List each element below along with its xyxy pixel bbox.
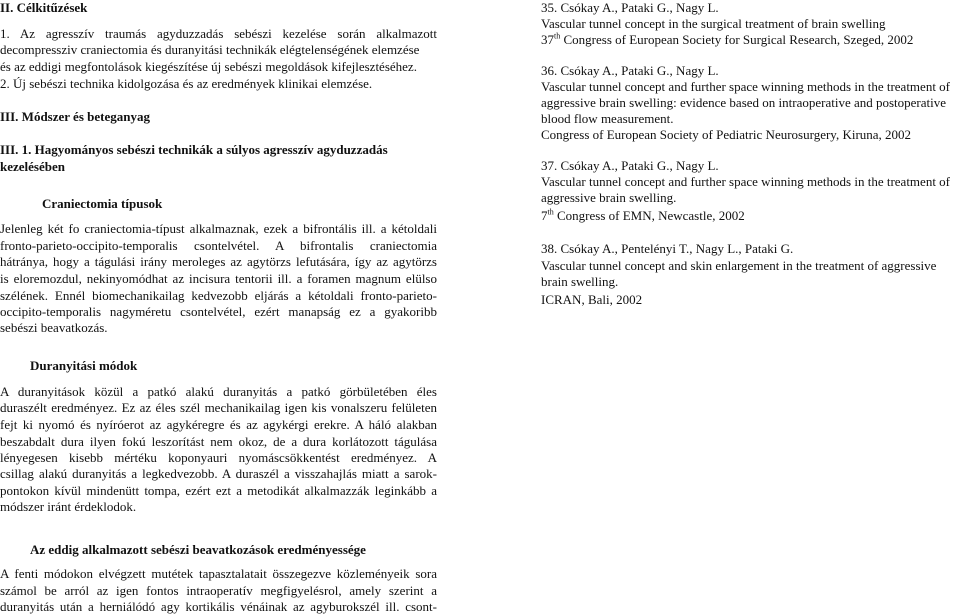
ref-authors: 38. Csókay A., Pentelényi T., Nagy L., Pataki G.: [541, 241, 794, 256]
paragraph-line: duraszélt eredményez. Ez az éles szél mechanikailag igen kis vonalszeru felületen: [0, 400, 437, 415]
paragraph-line: 1. Az agresszív traumás agyduzzadás sebészi kezelése során alkalmazott: [0, 26, 437, 41]
ref-authors: 35. Csókay A., Pataki G., Nagy L.: [541, 0, 719, 15]
heading-celkituzesek: II. Célkitűzések: [0, 0, 88, 15]
ref-title: aggressive brain swelling.: [541, 190, 677, 205]
paragraph-line: 2. Új sebészi technika kidolgozása és az eredmények klinikai elemzése.: [0, 76, 373, 91]
paragraph-line: A duranyitások közül a patkó alakú duranyitás a patkó görbületében éles: [0, 384, 437, 399]
ref-venue: ICRAN, Bali, 2002: [541, 292, 643, 307]
paragraph-line: lényegesen kisebb mértéku koponyauri nyomáscsökkentést eredményez. A: [0, 450, 437, 465]
ref-title: Vascular tunnel concept in the surgical treatment of brain swelling: [541, 16, 886, 31]
ref-title: Vascular tunnel concept and further space winning methods in the treatment of: [541, 174, 951, 189]
paragraph-line: beszabdalt dura ilyen fokú leszorítást nem okoz, de a dura korlátozott tágulása: [0, 434, 437, 449]
paragraph-line: szélének. Ennél biomechanikailag kedvezobb eljárás a kétoldali fronto-parieto-: [0, 288, 437, 303]
paragraph-line: sebészi beavatkozás.: [0, 320, 108, 335]
ref-title: blood flow measurement.: [541, 111, 674, 126]
paragraph-line: decompressziv craniectomia és duranyitási technikák elégtelenségének elemzése: [0, 42, 420, 57]
paragraph-line: is eloremozdul, nekinyomódhat az incisura tentorii ill. a foramen magnum elülso: [0, 271, 437, 286]
paragraph-line: módszer iránt érdeklodok.: [0, 499, 137, 514]
subheading-craniectomia: Craniectomia típusok: [42, 196, 163, 211]
paragraph-line: számol be arról az igen fontos intraoperatív megfigyelésrol, amely szerint a: [0, 583, 437, 598]
heading-modszer: III. Módszer és beteganyag: [0, 109, 150, 124]
ref-venue: 37th Congress of European Society for Surgical Research, Szeged, 2002: [541, 31, 914, 47]
paragraph-line: csillag alakú duranyitás a legkedvezobb. A duraszél a visszahajlás miatt a sarok-: [0, 466, 437, 481]
heading-hagyomanyos: III. 1. Hagyományos sebészi technikák a súlyos agresszív agyduzzadás: [0, 142, 388, 157]
ref-venue: Congress of European Society of Pediatric Neurosurgery, Kiruna, 2002: [541, 127, 912, 142]
paragraph-line: occipito-temporalis nagyméretu csontelvétel, ezért manapság ez a gyakoribb: [0, 304, 437, 319]
paragraph-line: és az eddigi megfontolások kiegészítése új sebészi megoldások kifejlesztéséhez.: [0, 59, 417, 74]
subheading-duranyitasi: Duranyitási módok: [30, 358, 138, 373]
subheading-eddigi: Az eddig alkalmazott sebészi beavatkozások eredményessége: [30, 542, 366, 557]
ref-title: Vascular tunnel concept and further space winning methods in the treatment of: [541, 79, 951, 94]
paragraph-line: Jelenleg két fo craniectomia-típust alkalmaznak, ezek a bifrontális ill. a kétoldali: [0, 221, 437, 236]
ref-title: Vascular tunnel concept and skin enlargement in the treatment of aggressive: [541, 258, 937, 273]
paragraph-line: hátránya, hogy a tágulási irány meroleges az agytörzs lefutására, így az agytörzs: [0, 254, 437, 269]
ref-authors: 36. Csókay A., Pataki G., Nagy L.: [541, 63, 719, 78]
paragraph-line: A fenti módokon elvégzett mutétek tapasztalatait összegezve közleményeik sora: [0, 566, 437, 581]
paragraph-line: fejt ki nyomó és nyíróerot az agykéregre és az agykérgi erekre. A háló alakban: [0, 417, 437, 432]
paragraph-line: fronto-parieto-occipito-temporalis csontelvétel. A bifrontalis craniectomia: [0, 238, 437, 253]
heading-hagyomanyos-cont: kezelésében: [0, 159, 65, 174]
paragraph-line: duranyitás után a herniálódó agy kortikális vénáinak az agyburokszél ill. csont-: [0, 599, 437, 614]
ref-venue: 7th Congress of EMN, Newcastle, 2002: [541, 207, 745, 223]
paragraph-line: pontokon kívül mindenütt tompa, ezért ezt a metodikát alkalmazzák leginkább a: [0, 483, 437, 498]
ref-title: brain swelling.: [541, 274, 619, 289]
ref-title: aggressive brain swelling: evidence based on intraoperative and postoperative: [541, 95, 947, 110]
ref-authors: 37. Csókay A., Pataki G., Nagy L.: [541, 158, 719, 173]
